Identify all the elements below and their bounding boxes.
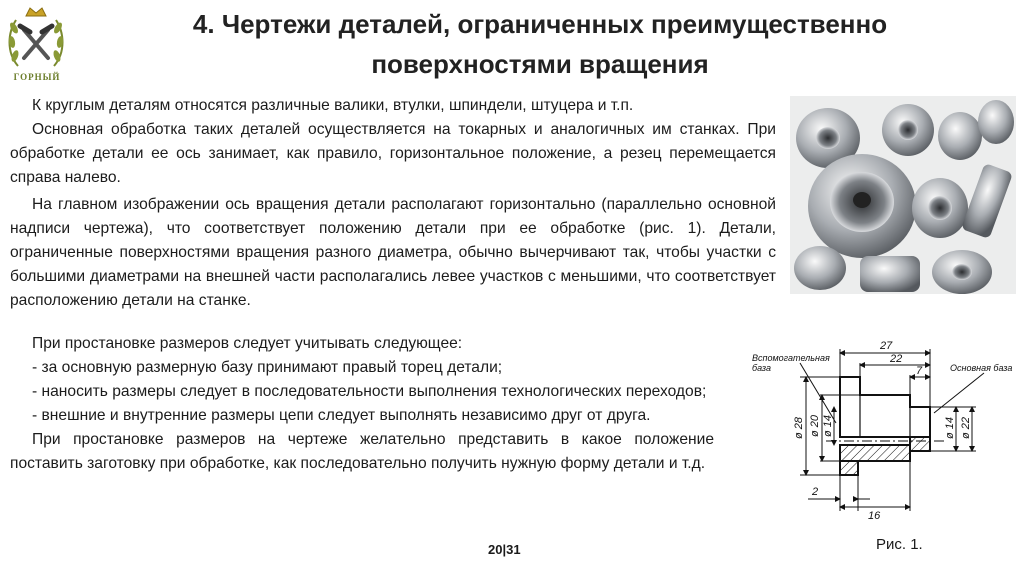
dim-dia-14-right: ø 14 xyxy=(944,416,956,439)
aux-base-label: база xyxy=(752,363,771,373)
figure-caption: Рис. 1. xyxy=(876,536,923,553)
dim-dia-28: ø 28 xyxy=(793,416,805,439)
dim-dia-22: ø 22 xyxy=(960,416,972,439)
intro-text xyxy=(10,94,776,313)
dim-22: 22 xyxy=(890,353,903,365)
rules-item: - наносить размеры следует в последовательности выполнения технологических переходов; xyxy=(32,383,707,400)
intro-paragraph: На главном изображении ось вращения детали располагают горизонтально (параллельно основной надписи чертежа), что соответствует положению детали при ее обработке (рис. 1). Детали, ограниченные поверхностями вращения разного диаметра, обычно вычерчивают так, чтобы участки с большими диаметрами на внешней части располагались левее участков с меньшими, что соответствует расположению детали на станке. xyxy=(10,196,776,309)
dim-16: 16 xyxy=(868,510,881,522)
dim-2: 2 xyxy=(812,486,819,498)
dim-27: 27 xyxy=(880,340,893,352)
page-number: 20|31 xyxy=(488,542,521,557)
title-line-1: 4. Чертежи деталей, ограниченных преимущественно xyxy=(192,9,888,39)
rules-item: - за основную размерную базу принимают правый торец детали; xyxy=(32,359,503,376)
title-line-2: поверхностями вращения xyxy=(371,49,709,79)
rules-item: - внешние и внутренние размеры цепи следует выполнять независимо друг от друга. xyxy=(32,407,651,424)
dimension-rules xyxy=(10,332,714,476)
slide-title xyxy=(70,4,1010,84)
intro-paragraph: К круглым деталям относятся различные валики, втулки, шпиндели, штуцера и т.п. xyxy=(32,97,634,114)
dim-7: 7 xyxy=(916,365,923,377)
dim-dia-14-left: ø 14 xyxy=(822,414,834,437)
intro-paragraph: Основная обработка таких деталей осуществляется на токарных и аналогичных им станках. При обработке детали ее ось занимает, как правило, горизонтальное положение, а резец перемещается справа налево. xyxy=(10,121,776,186)
main-base-label: Основная база xyxy=(950,363,1013,373)
part-drawing xyxy=(740,333,1016,523)
aux-base-label: Вспомогательная xyxy=(752,353,830,363)
dim-dia-20: ø 20 xyxy=(809,414,821,437)
turned-parts-photo xyxy=(790,96,1016,294)
rules-heading: При простановке размеров следует учитывать следующее: xyxy=(32,335,463,352)
logo-caption: ГОРНЫЙ xyxy=(13,72,61,82)
rules-closing: При простановке размеров на чертеже желательно представить в какое положение поставить заготовку при обработке, как последовательно получить нужную форму детали и т.д. xyxy=(10,431,714,472)
